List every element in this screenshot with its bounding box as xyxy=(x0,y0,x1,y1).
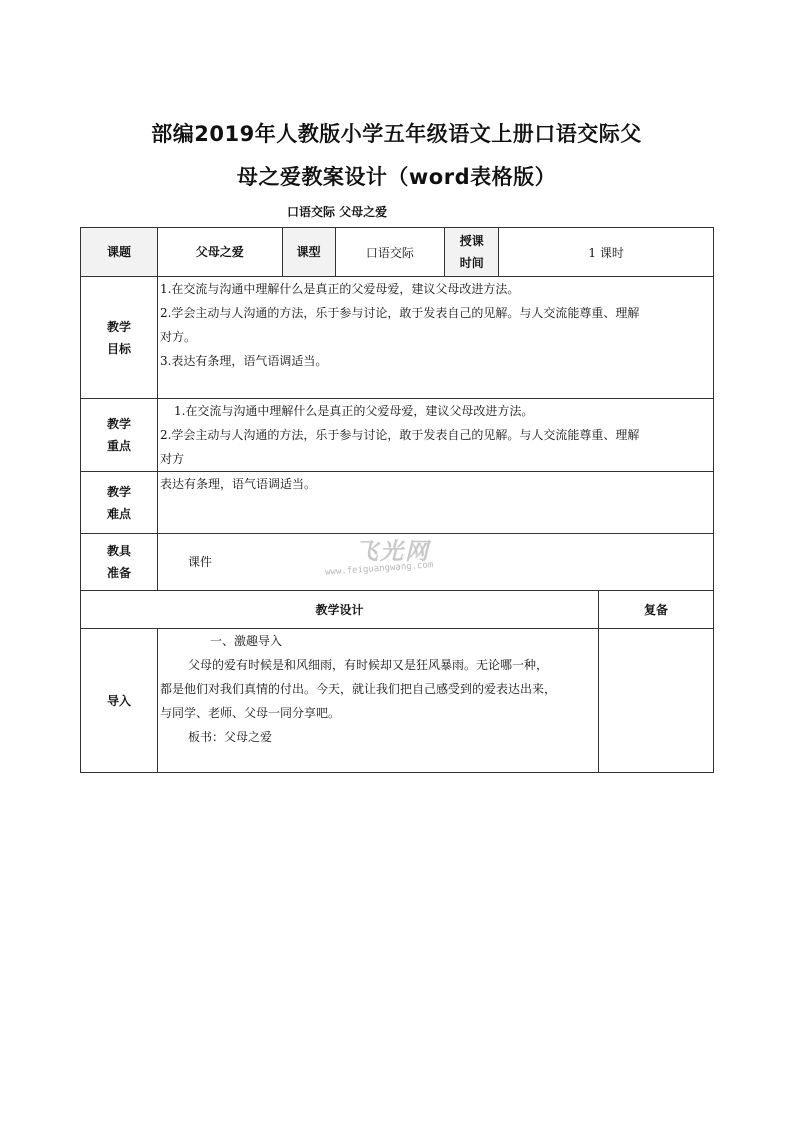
design-header-row xyxy=(81,591,714,629)
topic-label-cell xyxy=(81,228,158,277)
goal-line: 对方。 xyxy=(159,330,196,344)
difficulties-label-line-2: 难点 xyxy=(106,506,131,521)
goals-row xyxy=(81,277,714,399)
time-label-cell xyxy=(445,228,499,277)
intro-board: 板书：父母之爱 xyxy=(187,730,272,744)
tools-label-cell xyxy=(81,534,158,591)
intro-line: 父母的爱有时候是和风细雨，有时候却又是狂风暴雨。无论哪一种， xyxy=(187,658,548,672)
intro-label-cell xyxy=(81,629,158,773)
intro-row xyxy=(81,629,714,773)
topic-value: 父母之爱 xyxy=(195,245,244,259)
time-label-line-1: 授课 xyxy=(459,234,484,248)
watermark-logo xyxy=(325,533,465,583)
time-value-cell xyxy=(499,228,714,277)
intro-line: 与同学、老师、父母一同分享吧。 xyxy=(159,706,340,720)
key-point-line: 2.学会主动与人沟通的方法，乐于参与讨论，敢于发表自己的见解。与人交流能尊重、理解 xyxy=(159,428,640,442)
difficulties-content xyxy=(157,472,713,534)
tools-text: 课件 xyxy=(187,555,212,569)
time-label-line-2: 时间 xyxy=(459,256,484,270)
intro-heading: 一、激趣导入 xyxy=(209,634,282,648)
topic-value-cell xyxy=(157,228,282,277)
key-point-line: 对方 xyxy=(159,452,184,466)
review-label-cell xyxy=(599,591,714,629)
watermark-cn: 飞光网 xyxy=(355,539,430,565)
intro-line: 都是他们对我们真情的付出。今天，就让我们把自己感受到的爱表达出来， xyxy=(159,682,556,696)
document-subtitle: 口语交际 父母之爱 xyxy=(287,205,388,219)
type-value: 口语交际 xyxy=(365,245,414,260)
key-points-row xyxy=(81,399,714,472)
type-label: 课型 xyxy=(296,245,321,259)
goal-line: 1.在交流与沟通中理解什么是真正的父爱母爱，建议父母改进方法。 xyxy=(159,282,520,296)
document-title-line-1: 部编2019年人教版小学五年级语文上册口语交际父 xyxy=(151,122,642,146)
type-label-cell xyxy=(282,228,335,277)
key-points-label-cell xyxy=(81,399,158,472)
watermark-url: www.feiguangwang.com xyxy=(324,560,434,578)
design-label: 教学设计 xyxy=(315,602,364,617)
key-points-label-line-1: 教学 xyxy=(106,417,131,431)
design-label-cell xyxy=(81,591,599,629)
goal-line: 3.表达有条理，语气语调适当。 xyxy=(159,354,328,368)
review-label: 复备 xyxy=(644,602,669,617)
time-value: 1 课时 xyxy=(588,245,624,260)
difficulties-label-line-1: 教学 xyxy=(106,484,131,499)
difficulties-row xyxy=(81,472,714,534)
intro-content xyxy=(157,629,598,773)
intro-label: 导入 xyxy=(106,693,131,708)
key-points-label-line-2: 重点 xyxy=(106,439,131,453)
topic-label: 课题 xyxy=(106,245,131,259)
goals-label-line-2: 目标 xyxy=(106,341,131,356)
goals-label-cell xyxy=(81,277,158,399)
tools-label-line-2: 准备 xyxy=(106,566,131,580)
tools-label-line-1: 教具 xyxy=(106,544,131,558)
goals-content xyxy=(157,277,713,399)
intro-review-cell xyxy=(599,629,714,773)
key-point-line: 1.在交流与沟通中理解什么是真正的父爱母爱，建议父母改进方法。 xyxy=(173,404,534,418)
goal-line: 2.学会主动与人沟通的方法，乐于参与讨论，敢于发表自己的见解。与人交流能尊重、理解 xyxy=(159,306,640,320)
difficulties-label-cell xyxy=(81,472,158,534)
difficulties-text: 表达有条理，语气语调适当。 xyxy=(159,477,316,491)
key-points-content xyxy=(157,399,713,472)
goals-label-line-1: 教学 xyxy=(106,319,131,334)
document-title-line-2: 母之爱教案设计（word表格版） xyxy=(236,165,557,189)
type-value-cell xyxy=(335,228,444,277)
lesson-plan-table xyxy=(80,227,714,773)
header-row xyxy=(81,228,714,277)
